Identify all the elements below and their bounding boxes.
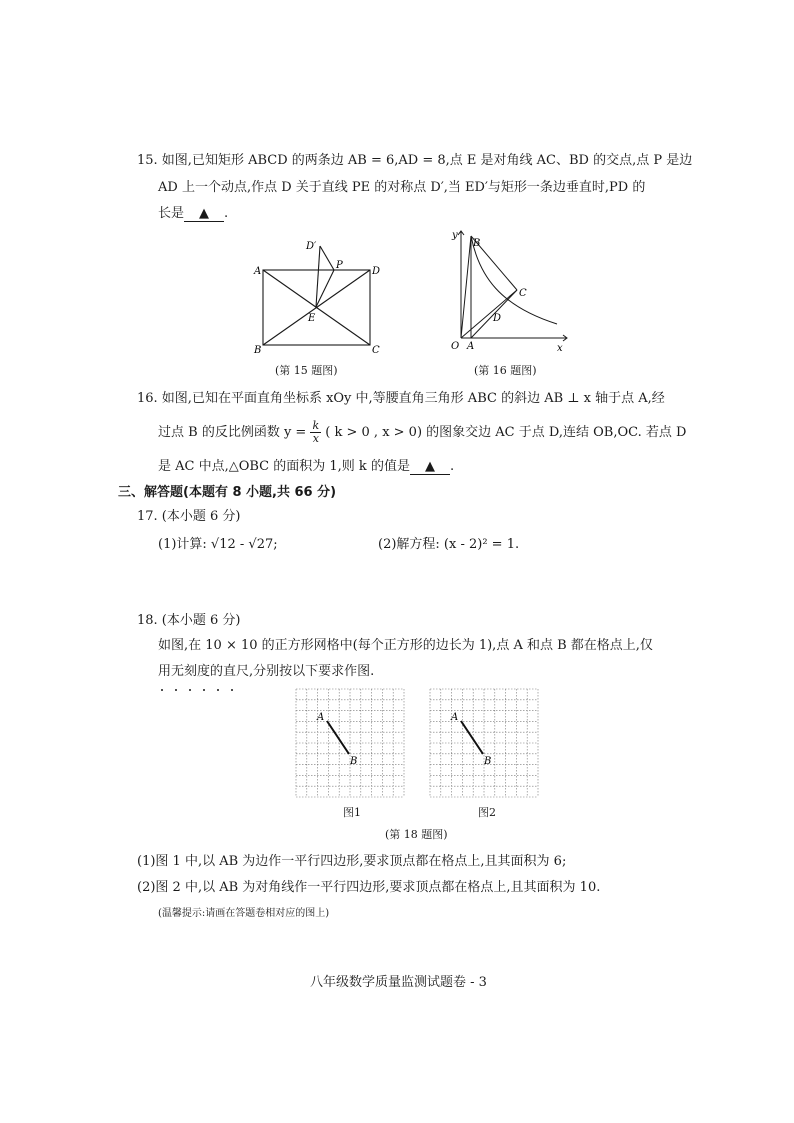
q18-requirement-1: (1)图 1 中,以 AB 为边作一平行四边形,要求顶点都在格点上,且其面积为 6;: [137, 854, 567, 869]
q16-figure: [445, 226, 575, 351]
q16-line-3-prefix: 是 AC 中点,△OBC 的面积为 1,则 k 的值是: [158, 459, 410, 474]
q16-line-2-prefix: 过点 B 的反比例函数 y =: [158, 425, 307, 440]
emphasis-dots: [158, 681, 268, 685]
q15-label-c: C: [372, 345, 380, 356]
q15-segment-ed-prime: [316, 246, 320, 307]
q15-line-2: AD 上一个动点,作点 D 关于直线 PE 的对称点 D′,当 ED′与矩形一条边垂直时,PD 的: [158, 180, 646, 195]
q15-line-3-prefix: 长是: [158, 206, 185, 221]
q15-line-3-suffix: .: [224, 206, 229, 221]
q18-fig2-label-a: A: [451, 712, 459, 723]
q15-line-3: [158, 206, 228, 222]
q16-label-b: B: [473, 238, 481, 249]
q18-line-1: 如图,在 10 × 10 的正方形网格中(每个正方形的边长为 1),点 A 和点 B 都在格点上,仅: [158, 638, 653, 653]
q16-line-3: [158, 459, 454, 475]
q15-label-p: P: [336, 260, 343, 271]
q16-label-d: D: [493, 313, 502, 324]
q16-line-3-suffix: .: [449, 459, 455, 474]
q18-grid-figure-2: [429, 688, 539, 802]
q17-part-1: (1)计算: √12 - √27;: [158, 537, 278, 552]
q18-fig2-label: 图2: [478, 806, 496, 819]
q15-figure: [250, 238, 390, 360]
q15-label-b: B: [254, 345, 262, 356]
q15-label-d-prime: D′: [306, 241, 317, 252]
q16-hyperbola-curve: [471, 236, 557, 324]
q18-grid-figure-1: [295, 688, 405, 802]
q15-line-1: 15. 如图,已知矩形 ABCD 的两条边 AB = 6,AD = 8,点 E 是对角线 AC、BD 的交点,点 P 是边: [137, 153, 693, 168]
section-3-heading: 三、解答题(本题有 8 小题,共 66 分): [118, 485, 337, 500]
q18-segment-ab-fig1: [327, 721, 349, 754]
q15-label-d: D: [372, 266, 381, 277]
q16-segment-oc: [461, 290, 517, 338]
q16-fraction-denominator: x: [312, 432, 319, 445]
q18-fig1-label: 图1: [343, 806, 361, 819]
q18-fig1-label-a: A: [317, 712, 325, 723]
q16-label-c: C: [519, 288, 527, 299]
q16-label-o: O: [451, 341, 460, 351]
q18-line-2: 用无刻度的直尺,分别按以下要求作图.: [158, 664, 375, 679]
q16-label-x: x: [557, 343, 563, 351]
q16-segment-ob: [461, 236, 471, 338]
q16-line-1: 16. 如图,已知在平面直角坐标系 xOy 中,等腰直角三角形 ABC 的斜边 AB ⊥ x 轴于点 A,经: [137, 391, 665, 406]
q16-fraction: [310, 420, 321, 445]
q16-figure-caption: (第 16 题图): [474, 364, 537, 377]
q16-fraction-numerator: k: [312, 419, 320, 432]
q15-label-a: A: [254, 266, 262, 277]
answer-triangle-icon: ▲: [199, 206, 210, 221]
q18-hint: (温馨提示:请画在答题卷相对应的图上): [158, 908, 330, 919]
page-footer: 八年级数学质量监测试题卷 - 3: [310, 975, 487, 990]
q18-requirement-2: (2)图 2 中,以 AB 为对角线作一平行四边形,要求顶点都在格点上,且其面积为 10.: [137, 880, 601, 895]
q18-segment-ab-fig2: [461, 721, 483, 754]
q18-title: 18. (本小题 6 分): [137, 613, 241, 628]
q18-fig2-label-b: B: [484, 756, 492, 767]
q16-answer-blank: [410, 460, 450, 475]
q15-label-e: E: [308, 313, 316, 324]
q16-line-2-suffix: ( k > 0 , x > 0) 的图象交边 AC 于点 D,连结 OB,OC. 若点 D: [325, 425, 687, 440]
answer-triangle-icon: ▲: [424, 459, 435, 474]
q15-answer-blank: [184, 207, 224, 222]
q17-part-2: (2)解方程: (x - 2)² = 1.: [378, 537, 520, 552]
q15-figure-caption: (第 15 题图): [275, 364, 338, 377]
q15-segment-d-prime-p: [320, 246, 334, 270]
q18-fig1-label-b: B: [350, 756, 358, 767]
q16-label-a: A: [467, 341, 475, 351]
q17-title: 17. (本小题 6 分): [137, 509, 241, 524]
q16-label-y: y: [452, 230, 458, 241]
q16-line-2: [158, 418, 686, 448]
q18-figure-caption: (第 18 题图): [385, 828, 448, 841]
